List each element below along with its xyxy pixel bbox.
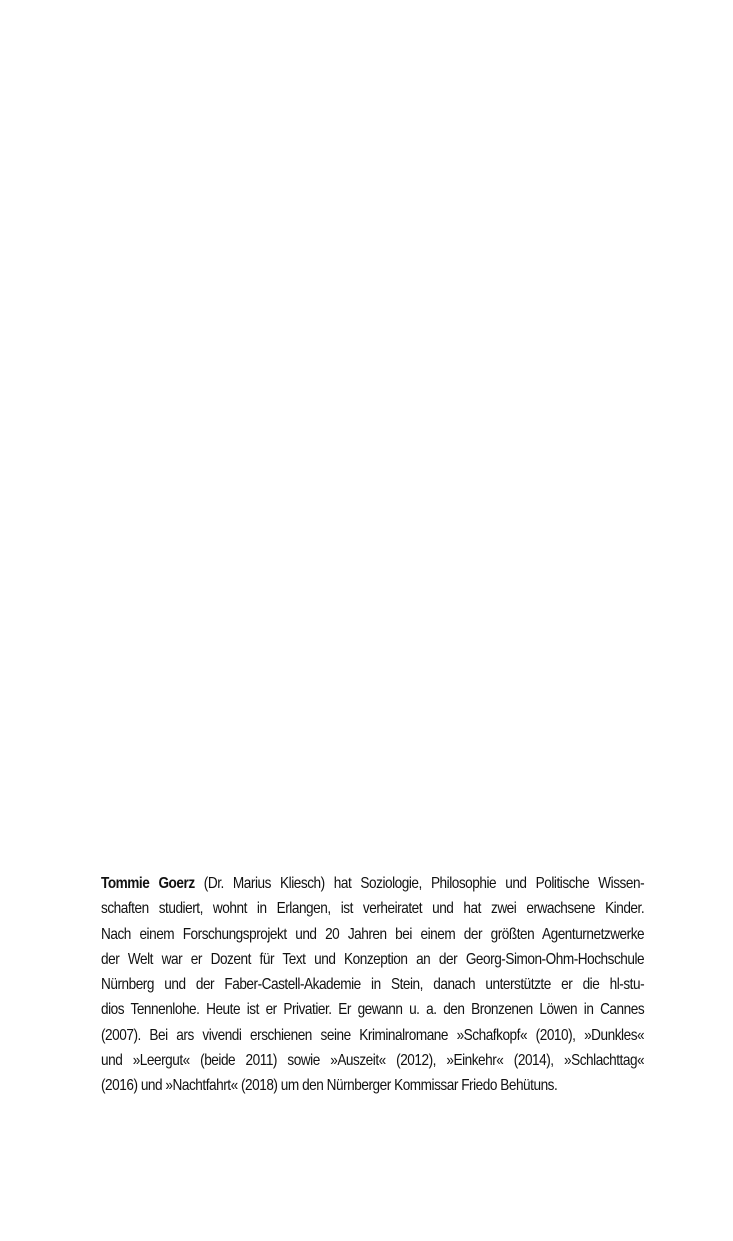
bio-line-7: (2007). Bei ars vivendi erschienen seine Kriminalromane »Schafkopf« (2010), »Dunkles« xyxy=(101,1026,645,1044)
bio-line-6: dios Tennenlohe. Heute ist er Privatier. Er gewann u. a. den Bronzenen Löwen in Cannes xyxy=(101,1001,645,1019)
author-bio xyxy=(101,871,644,1099)
author-name: Tommie Goerz xyxy=(101,875,195,892)
bio-line-4: der Welt war er Dozent für Text und Konzeption an der Georg-Simon-Ohm-Hochschule xyxy=(101,950,645,968)
bio-line-9: (2016) und »Nachtfahrt« (2018) um den Nürnberger Kommissar Friedo Behütuns. xyxy=(101,1077,558,1095)
bio-line-2: schaften studiert, wohnt in Erlangen, ist verheiratet und hat zwei erwachsene Kinder. xyxy=(101,900,645,918)
bio-line-8: und »Leergut« (beide 2011) sowie »Auszeit« (2012), »Einkehr« (2014), »Schlachttag« xyxy=(101,1052,645,1070)
bio-line-3: Nach einem Forschungsprojekt und 20 Jahren bei einem der größten Agenturnetzwerke xyxy=(101,925,645,943)
bio-line-1-text: (Dr. Marius Kliesch) hat Soziologie, Philosophie und Politische Wissen- xyxy=(194,875,645,892)
bio-line-5: Nürnberg und der Faber-Castell-Akademie in Stein, danach unterstützte er die hl-stu- xyxy=(101,976,645,994)
bio-line-1 xyxy=(101,871,644,896)
